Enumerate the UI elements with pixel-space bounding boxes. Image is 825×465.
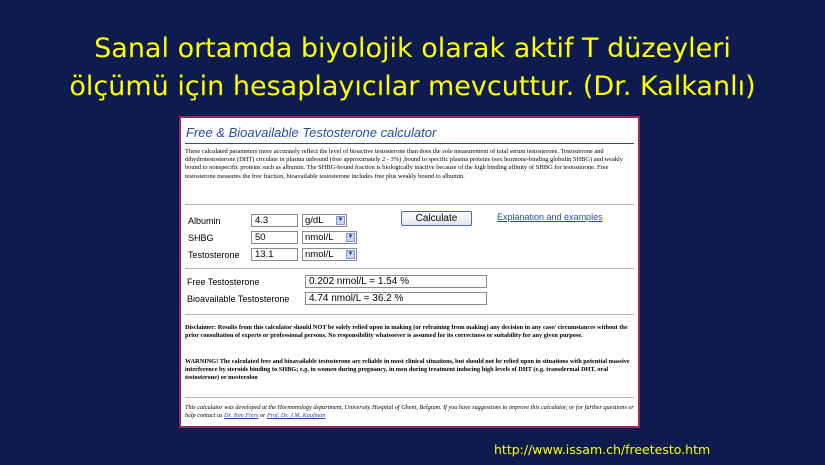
albumin-unit-value: g/dL: [305, 215, 324, 226]
intro-text: These calculated parameters more accurately reflect the level of bioactive testosterone than does the sole measurement of total serum testosterone. Testosterone and dihydrotestosterone (DHT) circulate in plasma unbound (free approximately 2 - 3%) ,bound to specific plasma proteins (sex hormone-binding globulin SHBG) and weakly bound to nonspecific proteins such as albumin. The SHBG-bound fraction is biologically inactive because of the high binding affinity of SHBG for testosterone. Free testosterone measures the free fraction, bioavailable testosterone includes free plus weakly bound to albumin.: [185, 148, 624, 180]
warning-text: WARNING! The calculated free and bioavailable testosterone are reliable in most clinical situations, but should not be relied upon in situations with potential massive interference by steroids binding to SHBG; e.g. in women during pregnancy, in men during treatment inducing high levels of DHT (e.g. transdermal DHT, oral testosterone) or mesterolon: [185, 358, 630, 382]
testosterone-label: Testosterone: [188, 250, 240, 260]
divider-top: [185, 204, 634, 205]
bioavailable-testosterone-result: 4.74 nmol/L = 36.2 %: [305, 292, 487, 305]
disclaimer-text: Disclaimer: Results from this calculator should NOT be solely relied upon in making (or refraining from making) any decision in any case/ circumstances without the prior consultation of experts or professional persons. No responsibility whatsoever is assumed for its correctness or suitability for any given purpose.: [185, 324, 628, 340]
testosterone-input[interactable]: 13.1: [251, 248, 298, 261]
calculator-screenshot: [179, 116, 640, 428]
chevron-down-icon: ▼: [337, 217, 344, 223]
free-testosterone-result: 0.202 nmol/L = 1.54 %: [305, 275, 487, 288]
explanation-link[interactable]: Explanation and examples: [497, 212, 603, 222]
divider-lower: [185, 314, 634, 315]
chevron-down-icon: ▼: [347, 251, 354, 257]
divider-middle: [185, 268, 634, 269]
shbg-unit-value: nmol/L: [305, 232, 334, 243]
footer-body: This calculator was developed at the Hormonology department, University Hospital of Ghent, Belgium. If you have suggestions to improve this calculator, or for further questions or help contact us: [185, 404, 634, 420]
albumin-input[interactable]: 4.3: [251, 214, 298, 227]
title-divider: [185, 143, 634, 144]
testosterone-unit-select[interactable]: [302, 248, 357, 261]
free-testosterone-label: Free Testosterone: [187, 277, 260, 287]
contact-link-kaufman[interactable]: Prof. Dr. J.M. Kaufman: [266, 412, 326, 420]
slide-title: [0, 30, 825, 106]
calculator-title: Free & Bioavailable Testosterone calculator: [186, 125, 437, 140]
shbg-label: SHBG: [188, 233, 214, 243]
shbg-unit-select[interactable]: [302, 231, 357, 244]
bioavailable-testosterone-label: Bioavailable Testosterone: [187, 294, 290, 304]
source-url[interactable]: http://www.issam.ch/freetesto.htm: [494, 442, 711, 457]
contact-link-fiers[interactable]: Dr. Tom Fiers: [224, 412, 259, 420]
slide-title-line-2: ölçümü için hesaplayıcılar mevcuttur. (Dr. Kalkanlı): [69, 71, 756, 102]
chevron-down-icon: ▼: [347, 234, 354, 240]
testosterone-unit-value: nmol/L: [305, 249, 334, 260]
calculate-button[interactable]: Calculate: [401, 211, 472, 226]
albumin-label: Albumin: [188, 216, 221, 226]
slide-title-line-1: Sanal ortamda biyolojik olarak aktif T düzeyleri: [94, 33, 731, 64]
shbg-input[interactable]: 50: [251, 231, 298, 244]
footer-text: [185, 404, 636, 420]
albumin-unit-select[interactable]: [302, 214, 347, 227]
footer-or: or: [259, 412, 266, 420]
divider-bottom: [185, 397, 634, 398]
